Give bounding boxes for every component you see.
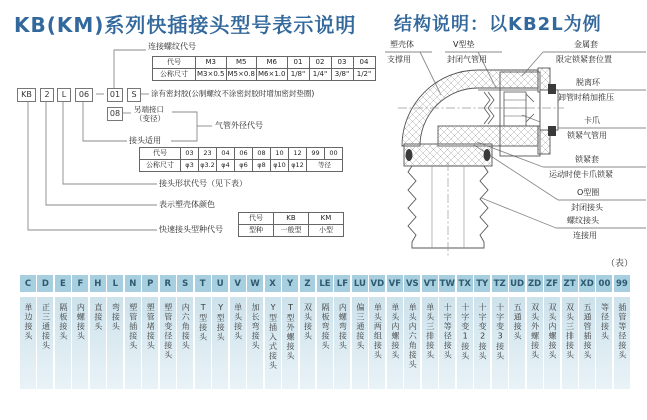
thread-size-cell: 1/8" — [287, 69, 309, 81]
shape-name-cell — [37, 297, 53, 389]
tube-size-cell: 99 — [307, 148, 325, 160]
thread-size-cell: 代号 — [153, 57, 196, 69]
shape-code-column — [404, 275, 420, 389]
callout-oring-desc: 封闭接头 — [571, 203, 603, 212]
shape-name-cell — [142, 297, 158, 389]
shape-name-cell — [439, 297, 455, 389]
thread-size-cell: 公称尺寸 — [153, 69, 196, 81]
shape-name-text: 十字变1接头 — [460, 303, 470, 361]
tube-size-cell: 06 — [235, 148, 253, 160]
shape-name-cell — [247, 297, 263, 389]
shape-name-cell — [614, 297, 630, 389]
shape-name-cell — [90, 297, 106, 389]
shape-name-cell — [352, 297, 368, 389]
shape-code-header: X — [265, 275, 281, 292]
callout-metal-sleeve-name: 金属套 — [574, 40, 598, 49]
shape-name-cell — [72, 297, 88, 389]
tube-size-cell: φ12 — [289, 160, 307, 172]
thread-size-cell: 01 — [287, 57, 309, 69]
shape-name-cell — [107, 297, 123, 389]
shape-code-column — [125, 275, 141, 389]
thread-size-cell: 3/8" — [331, 69, 353, 81]
shape-code-header: ZF — [544, 275, 560, 292]
shape-name-cell — [317, 297, 333, 389]
shape-name-cell — [579, 297, 595, 389]
shape-code-column — [334, 275, 350, 389]
tube-size-cell: 00 — [325, 148, 343, 160]
shape-name-cell — [527, 297, 543, 389]
series-type-cell: KB — [274, 213, 309, 225]
tube-size-cell: 10 — [271, 148, 289, 160]
shape-code-header: VS — [404, 275, 420, 292]
shell-color-label: 表示塑壳体颜色 — [159, 200, 215, 209]
shape-code-header: N — [125, 275, 141, 292]
thread-size-cell: 02 — [309, 57, 331, 69]
shape-name-cell — [125, 297, 141, 389]
shape-name-text: Y型接头 — [216, 303, 226, 342]
tube-size-cell: φ10 — [271, 160, 289, 172]
shape-name-cell — [195, 297, 211, 389]
shape-name-text: 单边接头 — [23, 303, 33, 341]
shape-code-column — [509, 275, 525, 389]
sealant-label: 涂有密封胶(公制螺纹不涂密封胶时增加密封垫圈) — [151, 89, 315, 98]
shape-code-header: T — [195, 275, 211, 292]
shape-code-header: E — [55, 275, 71, 292]
shape-code-header: VD — [369, 275, 385, 292]
shape-code-header: F — [72, 275, 88, 292]
shape-name-text: 单头接头 — [233, 303, 243, 341]
callout-shell-desc: 支撑用 — [387, 55, 411, 64]
shape-code-header: LU — [352, 275, 368, 292]
callout-claw-name: 卡爪 — [584, 116, 600, 125]
shape-code-column — [230, 275, 246, 389]
shape-name-text: Y型插入式接头 — [268, 303, 278, 371]
tube-size-cell: φ3 — [181, 160, 199, 172]
callout-release-ring-desc: 卸管时稍加推压 — [558, 93, 614, 102]
callout-claw-desc: 锁紧气管用 — [567, 131, 607, 140]
callout-release-ring-name: 脱离环 — [576, 78, 600, 87]
shape-name-text: 双头内螺接头 — [548, 303, 558, 360]
tube-size-cell: φ8 — [253, 160, 271, 172]
tube-size-cell: 公称尺寸 — [140, 160, 181, 172]
shape-name-cell — [55, 297, 71, 389]
shape-code-header: D — [37, 275, 53, 292]
shape-code-header: LF — [334, 275, 350, 292]
shape-name-text: 内六角接头 — [181, 303, 191, 351]
shape-name-cell — [230, 297, 246, 389]
shape-code-column — [142, 275, 158, 389]
tube-size-cell: φ4 — [217, 160, 235, 172]
shape-code-table — [20, 275, 630, 389]
shape-code-column — [90, 275, 106, 389]
shape-name-cell — [387, 297, 403, 389]
shape-name-text: 直接头 — [93, 303, 103, 332]
shape-code-column — [300, 275, 316, 389]
shape-code-header: TZ — [492, 275, 508, 292]
shape-code-header: TY — [474, 275, 490, 292]
shape-code-header: ZT — [562, 275, 578, 292]
shape-code-column — [282, 275, 298, 389]
left-section-title: KB(KM)系列快插接头型号表示说明 — [14, 13, 357, 37]
code-box-reducer: 08 — [107, 107, 123, 121]
thread-size-cell: M3 — [196, 57, 227, 69]
shape-code-header: S — [177, 275, 193, 292]
shape-code-header: ZD — [527, 275, 543, 292]
shape-name-text: 十字等径接头 — [443, 303, 453, 360]
shape-code-header: Z — [300, 275, 316, 292]
series-type-cell: 型种 — [239, 225, 274, 237]
shape-code-column — [527, 275, 543, 389]
series-type-cell: 代号 — [239, 213, 274, 225]
shape-code-header: C — [20, 275, 36, 292]
callout-metal-sleeve-desc: 限定锁紧套位置 — [556, 55, 612, 64]
callout-vseal-desc: 封闭气管用 — [447, 55, 487, 64]
thread-size-cell: M3×0.5 — [196, 69, 227, 81]
tube-size-cell: 08 — [253, 148, 271, 160]
shape-name-text: 塑管堵接头 — [146, 303, 156, 351]
shape-name-cell — [404, 297, 420, 389]
callout-thread-name: 螺纹接头 — [567, 216, 599, 225]
thread-size-cell: M5 — [226, 57, 257, 69]
shape-code-header: VT — [422, 275, 438, 292]
shape-code-column — [160, 275, 176, 389]
shape-code-header: H — [90, 275, 106, 292]
shape-code-label: 接头形状代号（见下表） — [159, 179, 247, 188]
shape-name-cell — [160, 297, 176, 389]
shape-name-cell — [212, 297, 228, 389]
callout-lock-sleeve-name: 锁紧套 — [575, 155, 599, 164]
series-type-cell: 小型 — [309, 225, 344, 237]
callout-thread-desc: 连接用 — [573, 231, 597, 240]
thread-size-cell: 1/4" — [309, 69, 331, 81]
shape-code-header: U — [212, 275, 228, 292]
fitting-cutaway-drawing — [388, 62, 578, 262]
shape-name-cell — [334, 297, 350, 389]
shape-code-column — [352, 275, 368, 389]
shape-name-text: 双头三排接头 — [565, 303, 575, 360]
thread-size-cell: 1/2" — [353, 69, 375, 81]
shape-name-text: 单头内螺接头 — [390, 303, 400, 360]
shape-name-text: 偏三通接头 — [355, 303, 365, 351]
shape-name-text: 弯接头 — [111, 303, 121, 332]
shape-code-column — [72, 275, 88, 389]
shape-code-header: VF — [387, 275, 403, 292]
shape-name-text: 十字变2接头 — [478, 303, 488, 361]
shape-name-cell — [20, 297, 36, 389]
shape-name-text: 塑管插接头 — [128, 303, 138, 351]
shape-code-column — [439, 275, 455, 389]
other-end-label: 另端接口 — [134, 105, 164, 114]
table-reference-note: （表） — [606, 259, 634, 269]
thread-size-cell: 03 — [331, 57, 353, 69]
shape-name-cell — [457, 297, 473, 389]
shape-code-column — [387, 275, 403, 389]
shape-code-header: UD — [509, 275, 525, 292]
shape-code-column — [55, 275, 71, 389]
shape-name-cell — [562, 297, 578, 389]
thread-size-table — [152, 56, 376, 81]
shape-code-column — [37, 275, 53, 389]
shape-code-column — [457, 275, 473, 389]
tube-size-cell: 23 — [199, 148, 217, 160]
shape-code-header: LE — [317, 275, 333, 292]
shape-code-column — [492, 275, 508, 389]
shape-name-text: T型外螺接头 — [286, 303, 296, 361]
shape-code-column — [596, 275, 612, 389]
shape-name-text: 双头接头 — [303, 303, 313, 341]
shape-name-text: 内螺接头 — [76, 303, 86, 341]
shape-code-column — [212, 275, 228, 389]
shape-name-text: 单头三排接头 — [425, 303, 435, 360]
shape-name-text: 塑管变径接头 — [163, 303, 173, 360]
tube-size-cell: φ3.2 — [199, 160, 217, 172]
shape-name-text: 等径接头 — [600, 303, 610, 341]
thread-size-cell: 04 — [353, 57, 375, 69]
thread-size-cell: M6×1.0 — [257, 69, 288, 81]
thread-size-cell: M6 — [257, 57, 288, 69]
tube-size-cell: 代号 — [140, 148, 181, 160]
series-type-cell: KM — [309, 213, 344, 225]
code-box-sealant: S — [127, 88, 141, 102]
shape-name-text: 单头两组接头 — [373, 303, 383, 360]
series-type-table — [238, 212, 344, 237]
shape-name-text: 隔板弯接头 — [320, 303, 330, 351]
shape-code-column — [614, 275, 630, 389]
shape-code-header: L — [107, 275, 123, 292]
shape-name-cell — [509, 297, 525, 389]
callout-shell-name: 塑壳体 — [390, 40, 414, 49]
shape-name-text: 插管等径接头 — [617, 303, 627, 360]
shape-name-cell — [369, 297, 385, 389]
shape-code-column — [422, 275, 438, 389]
shape-name-text: 加长弯接头 — [251, 303, 261, 351]
tube-size-cell: φ6 — [235, 160, 253, 172]
shape-name-text: 隔板接头 — [58, 303, 68, 341]
callout-lock-sleeve-desc: 运动时使卡爪锁紧 — [549, 170, 613, 179]
code-box-series: KB — [17, 88, 36, 102]
shape-code-column — [579, 275, 595, 389]
tube-size-cell: 04 — [217, 148, 235, 160]
tube-size-table — [139, 147, 343, 172]
fitting-apply-label: 接头适用 — [129, 136, 161, 145]
thread-size-cell: M5×0.8 — [226, 69, 257, 81]
shape-code-header: Y — [282, 275, 298, 292]
shape-code-header: W — [247, 275, 263, 292]
shape-name-text: T型接头 — [198, 303, 208, 342]
code-box-color: 2 — [40, 88, 54, 102]
shape-code-column — [474, 275, 490, 389]
shape-name-cell — [544, 297, 560, 389]
shape-name-cell — [596, 297, 612, 389]
shape-code-header: P — [142, 275, 158, 292]
shape-code-header: V — [230, 275, 246, 292]
shape-code-header: TX — [457, 275, 473, 292]
shape-code-header: 99 — [614, 275, 630, 292]
shape-name-cell — [300, 297, 316, 389]
tube-size-cell: 12 — [289, 148, 307, 160]
code-box-tube: 06 — [75, 88, 93, 102]
tube-size-cell: 03 — [181, 148, 199, 160]
callout-vseal-name: V型垫 — [453, 40, 475, 49]
callout-oring-name: O型圈 — [577, 188, 600, 197]
shape-name-cell — [422, 297, 438, 389]
shape-name-text: 五通管插接头 — [582, 303, 592, 360]
shape-name-cell — [177, 297, 193, 389]
shape-code-header: R — [160, 275, 176, 292]
shape-code-header: XD — [579, 275, 595, 292]
shape-name-text: 单头内六角接头 — [408, 303, 418, 370]
thread-code-label: 连接螺纹代号 — [148, 42, 196, 51]
shape-code-column — [562, 275, 578, 389]
shape-code-column — [544, 275, 560, 389]
shape-name-cell — [474, 297, 490, 389]
tube-od-label: 气管外径代号 — [215, 121, 263, 130]
code-box-shape: L — [57, 88, 71, 102]
shape-code-column — [107, 275, 123, 389]
shape-code-header: TW — [439, 275, 455, 292]
shape-code-header: 00 — [596, 275, 612, 292]
shape-name-cell — [492, 297, 508, 389]
type-code-label: 快速接头型种代号 — [159, 225, 223, 234]
shape-name-text: 十字变3接头 — [495, 303, 505, 361]
tube-size-cell: 等径 — [307, 160, 343, 172]
shape-code-column — [195, 275, 211, 389]
series-type-cell: 一般型 — [274, 225, 309, 237]
other-end-reducer-label: （变径） — [135, 114, 165, 123]
shape-code-column — [265, 275, 281, 389]
code-box-thread: 01 — [107, 88, 123, 102]
shape-code-column — [369, 275, 385, 389]
shape-name-text: 五通接头 — [513, 303, 523, 341]
shape-code-column — [247, 275, 263, 389]
right-section-title: 结构说明：以KB2L为例 — [394, 14, 602, 35]
shape-name-text: 正三通接头 — [41, 303, 51, 351]
shape-code-column — [20, 275, 36, 389]
shape-code-column — [317, 275, 333, 389]
shape-name-cell — [265, 297, 281, 389]
shape-name-text: 双头外螺接头 — [530, 303, 540, 360]
shape-code-column — [177, 275, 193, 389]
shape-name-cell — [282, 297, 298, 389]
shape-name-text: 内螺弯接头 — [338, 303, 348, 351]
